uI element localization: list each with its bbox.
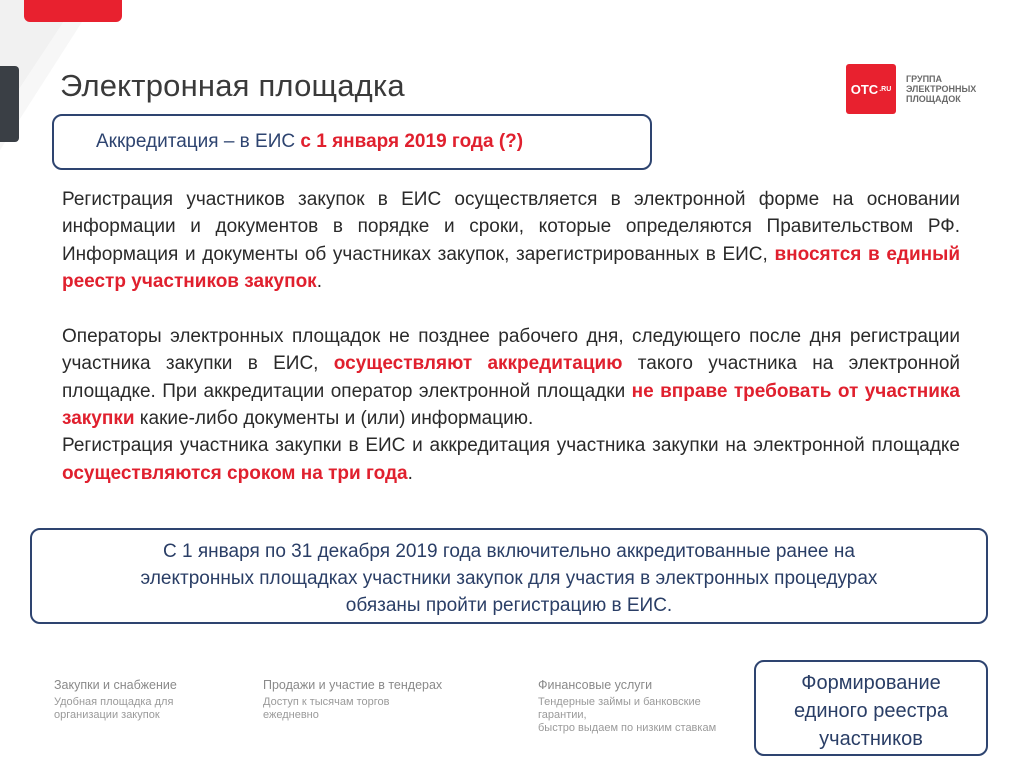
footer-finance-sub-1: Тендерные займы и банковские — [538, 696, 701, 708]
p2-text-3: какие-либо документы и (или) информацию. — [139, 408, 534, 430]
page-title: Электронная площадка — [60, 68, 405, 103]
logo-mark — [846, 64, 896, 114]
badge-prefix: Аккредитация – в ЕИС — [96, 131, 296, 152]
notice-line-2: электронных площадках участники закупок для участия в электронных процедурах — [140, 568, 878, 589]
footer-finance-sub-2: гарантии, — [538, 709, 587, 721]
logo-line-2: ЭЛЕКТРОННЫХ — [906, 84, 977, 94]
paragraph-term — [62, 432, 960, 487]
footer-procurement — [54, 678, 177, 722]
footer-sales-head: Продажи и участие в тендерах — [263, 678, 443, 692]
footer-finance-head: Финансовые услуги — [538, 678, 653, 692]
p3-highlight: осуществляются сроком на три года — [62, 462, 408, 484]
logo-line-3: ПЛОЩАДОК — [906, 94, 961, 104]
notice-line-3: обязаны пройти регистрацию в ЕИС. — [345, 595, 673, 616]
footer-finance — [538, 678, 716, 735]
footer-sales — [263, 678, 442, 722]
p1-highlight: вносятся в единый реестр участников закупок — [62, 243, 961, 292]
registry-line-3: участников — [819, 728, 923, 750]
footer-finance-sub-3: быстро выдаем по низким ставкам — [538, 722, 717, 734]
logo-line-1: ГРУППА — [906, 74, 943, 84]
footer-sales-sub-2: ежедневно — [263, 709, 319, 721]
accreditation-badge — [52, 114, 652, 170]
top-accent-tab — [24, 0, 122, 22]
p2-highlight-1: осуществляют аккредитацию — [333, 353, 623, 375]
registry-line-1: Формирование — [801, 672, 941, 694]
footer-sales-sub-1: Доступ к тысячам торгов — [263, 696, 390, 708]
otc-logo — [846, 64, 976, 114]
logo-mark-text: OTC — [850, 81, 879, 97]
p1-text: Регистрация участников закупок в ЕИС осуществляется в электронной форме на основании информации и документов в порядке и сроки, которые определяются Правительством РФ. Информация и документы об участниках закупок, зарегистрированных в ЕИС, — [62, 189, 960, 265]
left-accent-bar — [0, 66, 19, 142]
paragraph-operators — [62, 323, 960, 432]
paragraph-registration — [62, 186, 960, 295]
main-text — [62, 186, 960, 487]
footer-procurement-sub-2: организации закупок — [54, 709, 160, 721]
p3-text: Регистрация участника закупки в ЕИС и аккредитация участника закупки на электронной площадке — [62, 435, 960, 457]
notice-line-1: С 1 января по 31 декабря 2019 года включительно аккредитованные ранее на — [163, 541, 855, 562]
badge-date: с 1 января 2019 года (?) — [300, 131, 524, 152]
registry-box — [754, 660, 988, 756]
p2-text-2: такого участника на электронной площадке. При аккредитации оператор электронной площадки — [62, 353, 961, 402]
logo-caption — [906, 74, 976, 104]
logo-mark-suffix: .RU — [879, 85, 892, 93]
registry-line-2: единого реестра — [793, 700, 948, 722]
transition-notice — [30, 528, 988, 624]
p1-end: . — [316, 270, 322, 292]
footer-procurement-head: Закупки и снабжение — [54, 678, 177, 692]
p2-text-1: Операторы электронных площадок не позднее рабочего дня, следующего после дня регистрации участника закупки в ЕИС, — [62, 326, 960, 375]
footer-procurement-sub-1: Удобная площадка для — [54, 696, 174, 708]
p2-highlight-2: не вправе требовать от участника закупки — [62, 380, 960, 430]
p3-end: . — [407, 462, 413, 484]
